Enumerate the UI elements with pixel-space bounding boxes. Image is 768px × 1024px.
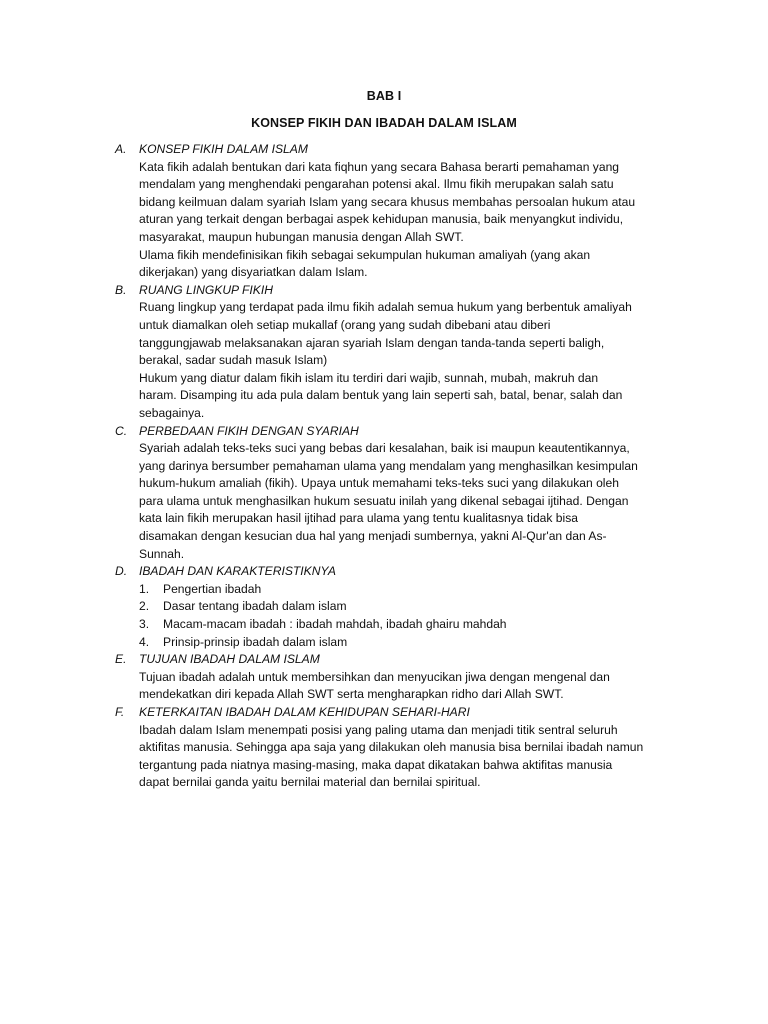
text-line: sebagainya. (139, 405, 205, 420)
section-letter: F. (115, 705, 125, 719)
section (115, 563, 675, 651)
text-line: kata lain fikih merupakan hasil ijtihad para ulama yang tentu kualitasnya tidak bisa (139, 511, 578, 526)
chapter-heading: BAB I (366, 89, 402, 103)
section (115, 423, 675, 564)
document-body (115, 141, 675, 792)
text-line: Ruang lingkup yang terdapat pada ilmu fikih adalah semua hukum yang berbentuk amaliyah (139, 300, 632, 315)
text-line: mendekatkan diri kepada Allah SWT serta mengharapkan ridho dari Allah SWT. (139, 687, 564, 702)
text-line: hukum-hukum amaliah (fikih). Upaya untuk memahami teks-teks suci yang dilakukan oleh (139, 476, 619, 491)
text-line: Ulama fikih mendefinisikan fikih sebagai sekumpulan hukuman amaliyah (yang akan (139, 247, 591, 262)
section-heading (115, 282, 675, 300)
document-title: KONSEP FIKIH DAN IBADAH DALAM ISLAM (251, 116, 517, 130)
text-line: Sunnah. (139, 546, 185, 561)
text-line: tergantung pada niatnya masing-masing, maka dapat dikatakan bahwa aktifitas manusia (139, 757, 613, 772)
list-item-text: Prinsip-prinsip ibadah dalam islam (163, 634, 348, 649)
text-line: berakal, sadar sudah masuk Islam) (139, 353, 328, 368)
section-title: TUJUAN IBADAH DALAM ISLAM (139, 652, 320, 667)
text-line: haram. Disamping itu ada pula dalam bentuk yang lain seperti sah, batal, benar, salah dan (139, 388, 623, 403)
list-item (139, 616, 675, 634)
text-line: Kata fikih adalah bentukan dari kata fiqhun yang secara Bahasa berarti pemahaman yang (139, 159, 620, 174)
section-title: IBADAH DAN KARAKTERISTIKNYA (139, 564, 336, 579)
section-heading (115, 141, 675, 159)
section-letter: E. (115, 652, 127, 667)
section-title: RUANG LINGKUP FIKIH (139, 282, 273, 297)
text-line: masyarakat, maupun hubungan manusia dengan Allah SWT. (139, 229, 464, 244)
text-line: aktifitas manusia. Sehingga apa saja yang dilakukan oleh manusia bisa bernilai ibadah namun (139, 740, 644, 755)
section-letter: A. (115, 142, 127, 156)
list-item (139, 634, 675, 652)
text-line: dapat bernilai ganda yaitu bernilai material dan bernilai spiritual. (139, 775, 481, 790)
text-line: untuk diamalkan oleh setiap mukallaf (orang yang sudah dibebani atau diberi (139, 317, 551, 332)
section (115, 651, 675, 704)
section-title: PERBEDAAN FIKIH DENGAN SYARIAH (139, 423, 359, 438)
text-line: Hukum yang diatur dalam fikih islam itu terdiri dari wajib, sunnah, mubah, makruh dan (139, 370, 599, 385)
section-title: KONSEP FIKIH DALAM ISLAM (139, 142, 308, 156)
text-line: bidang keilmuan dalam syariah Islam yang secara khusus membahas persoalan hukum atau (139, 194, 636, 209)
section-text (139, 722, 675, 792)
text-line: aturan yang terkait dengan berbagai aspek kehidupan manusia, baik menyangkut individu, (139, 212, 624, 227)
text-line: yang darinya bersumber pemahaman ulama yang mendalam yang menghasilkan kesimpulan (139, 458, 638, 473)
section (115, 704, 675, 792)
section-text (139, 440, 675, 563)
section-heading (115, 704, 675, 722)
list-item-number: 1. (139, 581, 150, 596)
section-letter: D. (115, 564, 128, 579)
list-item-number: 2. (139, 599, 150, 614)
list-item-text: Dasar tentang ibadah dalam islam (163, 599, 347, 614)
section-text (139, 299, 675, 422)
section-title: KETERKAITAN IBADAH DALAM KEHIDUPAN SEHARI-HARI (139, 705, 470, 719)
section-letter: B. (115, 282, 127, 297)
section-heading (115, 651, 675, 669)
text-line: mendalam yang menghendaki pengarahan potensi akal. Ilmu fikih merupakan salah satu (139, 177, 614, 192)
list-item-text: Pengertian ibadah (163, 581, 262, 596)
section-heading (115, 563, 675, 581)
numbered-list (139, 581, 675, 651)
text-line: disamakan dengan kesucian dua hal yang menjadi sumbernya, yakni Al-Qur'an dan As- (139, 529, 607, 544)
text-line: Ibadah dalam Islam menempati posisi yang paling utama dan menjadi titik sentral seluruh (139, 722, 618, 737)
list-item-number: 4. (139, 634, 150, 649)
section (115, 282, 675, 423)
section-text (139, 669, 675, 704)
list-item-text: Macam-macam ibadah : ibadah mahdah, ibadah ghairu mahdah (163, 617, 507, 632)
text-line: para ulama untuk menghasilkan hukum sesuatu inilah yang dikenal sebagai ijtihad. Dengan (139, 493, 629, 508)
list-item (139, 598, 675, 616)
text-line: Tujuan ibadah adalah untuk membersihkan dan menyucikan jiwa dengan mengenal dan (139, 669, 610, 684)
section-text (139, 159, 675, 282)
text-line: tanggungjawab melaksanakan ajaran syariah Islam dengan tanda-tanda seperti baligh, (139, 335, 605, 350)
list-item-number: 3. (139, 617, 150, 632)
text-line: dikerjakan) yang disyariatkan dalam Islam. (139, 265, 368, 280)
section (115, 141, 675, 282)
text-line: Syariah adalah teks-teks suci yang bebas dari kesalahan, baik isi maupun keautentikannya, (139, 441, 630, 456)
list-item (139, 581, 675, 599)
section-letter: C. (115, 423, 128, 438)
section-heading (115, 423, 675, 441)
